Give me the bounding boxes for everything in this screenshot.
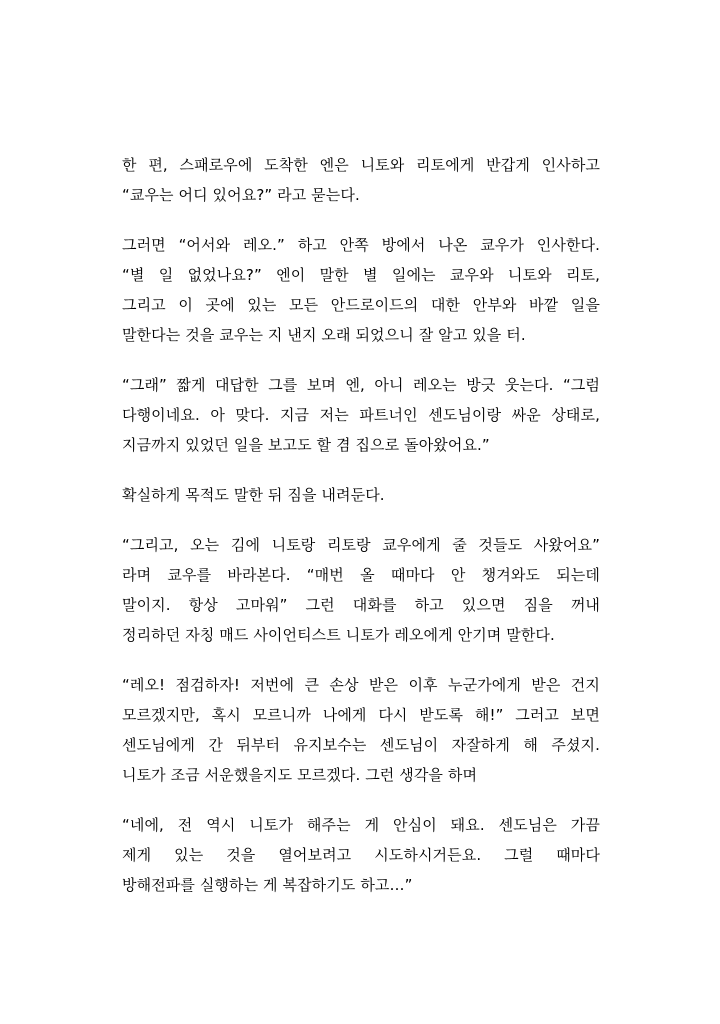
- text-line: 모르겠지만, 혹시 모르니까 나에게 다시 받도록 해!” 그러고 보면: [122, 706, 600, 724]
- text-line: 다행이네요. 아 맞다. 지금 저는 파트너인 센도님이랑 싸운 상태로,: [122, 406, 600, 424]
- text-line: “그리고, 오는 김에 니토랑 리토랑 쿄우에게 줄 것들도 사왔어요”: [122, 536, 600, 554]
- text-line: 그러면 “어서와 레오.” 하고 안쪽 방에서 나온 쿄우가 인사한다.: [122, 236, 600, 254]
- text-line: 말한다는 것을 쿄우는 지 낸지 오래 되었으니 잘 알고 있을 터.: [122, 326, 526, 344]
- text-line: “쿄우는 어디 있어요?” 라고 묻는다.: [122, 186, 360, 204]
- text-line: “네에, 전 역시 니토가 해주는 게 안심이 돼요. 센도님은 가끔: [122, 816, 600, 834]
- paragraph: [122, 670, 600, 790]
- paragraph: [122, 150, 600, 210]
- text-line: 정리하던 자칭 매드 사이언티스트 니토가 레오에게 안기며 말한다.: [122, 626, 555, 644]
- paragraph: [122, 810, 600, 900]
- text-line: “레오! 점검하자! 저번에 큰 손상 받은 이후 누군가에게 받은 건지: [122, 676, 600, 694]
- text-line: 지금까지 있었던 일을 보고도 할 겸 집으로 돌아왔어요.”: [122, 436, 490, 454]
- text-line: 니토가 조금 서운했을지도 모르겠다. 그런 생각을 하며: [122, 766, 478, 784]
- text-line: 라며 쿄우를 바라본다. “매번 올 때마다 안 챙겨와도 되는데: [122, 566, 600, 584]
- text-line: “그래” 짧게 대답한 그를 보며 엔, 아니 레오는 방긋 웃는다. “그럼: [122, 376, 600, 394]
- paragraph: [122, 480, 600, 510]
- text-line: “별 일 없었나요?” 엔이 말한 별 일에는 쿄우와 니토와 리토,: [122, 266, 600, 284]
- paragraph: [122, 530, 600, 650]
- text-line: 한 편, 스패로우에 도착한 엔은 니토와 리토에게 반갑게 인사하고: [122, 156, 600, 174]
- paragraph: [122, 230, 600, 350]
- text-line: 제게 있는 것을 열어보려고 시도하시거든요. 그럴 때마다: [122, 846, 600, 864]
- text-line: 방해전파를 실행하는 게 복잡하기도 하고…”: [122, 876, 413, 894]
- paragraph: [122, 370, 600, 460]
- text-line: 말이지. 항상 고마워” 그런 대화를 하고 있으면 짐을 꺼내: [122, 596, 600, 614]
- text-line: 확실하게 목적도 말한 뒤 짐을 내려둔다.: [122, 486, 385, 504]
- text-line: 센도님에게 간 뒤부터 유지보수는 센도님이 자잘하게 해 주셨지.: [122, 736, 600, 754]
- text-line: 그리고 이 곳에 있는 모든 안드로이드의 대한 안부와 바깥 일을: [122, 296, 600, 314]
- document-body: [122, 150, 600, 920]
